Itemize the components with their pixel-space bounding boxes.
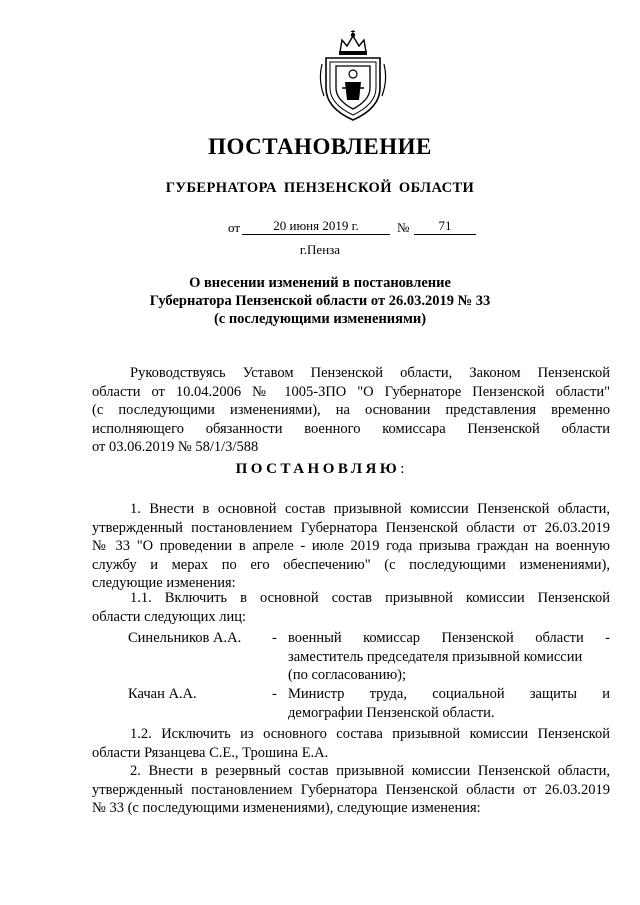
city: г.Пенза xyxy=(299,242,341,257)
text-line: 1.2. Исключить из основного состава призывной комиссии Пензенской xyxy=(130,726,610,742)
date-prefix: от xyxy=(228,220,241,235)
person-name: Качан А.А. xyxy=(128,686,197,702)
document-type: ПОСТАНОВЛЕНИЕ xyxy=(208,134,432,159)
decree-word xyxy=(0,461,640,478)
text-line: следующие изменения: xyxy=(92,575,236,591)
person-name: Синельников А.А. xyxy=(128,630,242,646)
text-line: утвержденный постановлением Губернатора Пензенской области от 26.03.2019 xyxy=(92,519,610,536)
text-line: № 33 "О проведении в апреле - июле 2019 года призыва граждан на военную xyxy=(92,538,610,554)
text-line: 1. Внести в основной состав призывной комиссии Пензенской области, xyxy=(130,501,610,517)
item-1-paragraph xyxy=(92,500,610,593)
person-role xyxy=(288,685,610,722)
text-line: демографии Пензенской области. xyxy=(288,704,495,721)
text-line: области Рязанцева С.Е., Трошина Е.А. xyxy=(92,744,329,761)
person-role xyxy=(288,629,610,685)
decree-word-text: ПОСТАНОВЛЯЮ xyxy=(235,461,401,477)
decree-colon: : xyxy=(400,461,405,477)
item-2-paragraph xyxy=(92,762,610,818)
document-number: 71 xyxy=(414,218,476,235)
person-dash: - xyxy=(272,686,277,702)
number-prefix: № xyxy=(397,220,410,235)
text-line: (по согласованию); xyxy=(288,667,407,683)
item-1-2-paragraph xyxy=(92,725,610,762)
heading-line: О внесении изменений в постановление xyxy=(189,275,451,291)
issuing-authority: ГУБЕРНАТОРА ПЕНЗЕНСКОЙ ОБЛАСТИ xyxy=(165,180,475,196)
text-line: 1.1. Включить в основной состав призывной комиссии Пензенской xyxy=(130,590,610,606)
text-line: (с последующими изменениями), на основании представления временно xyxy=(92,402,610,418)
text-line: службу и мерах по его обеспечению" (с последующими изменениями), xyxy=(92,556,610,573)
text-line: области следующих лиц: xyxy=(92,608,247,625)
text-line: Министр труда, социальной защиты и xyxy=(288,686,610,702)
text-line: исполняющего обязанности военного комиссара Пензенской области xyxy=(92,420,610,437)
text-line: утвержденный постановлением Губернатора Пензенской области от 26.03.2019 xyxy=(92,781,610,798)
item-1-1-paragraph xyxy=(92,589,610,626)
person-dash: - xyxy=(272,630,277,646)
heading-line: (с последующими изменениями) xyxy=(213,311,427,327)
text-line: 2. Внести в резервный состав призывной комиссии Пензенской области, xyxy=(130,763,610,779)
text-line: области от 10.04.2006 № 1005-ЗПО "О Губернаторе Пензенской области" xyxy=(92,383,610,400)
text-line: от 03.06.2019 № 58/1/3/588 xyxy=(92,439,259,455)
document-date: 20 июня 2019 г. xyxy=(242,218,390,235)
preamble-paragraph xyxy=(92,364,610,457)
text-line: Руководствуясь Уставом Пензенской области, Законом Пензенской xyxy=(130,365,610,381)
heading-line: Губернатора Пензенской области от 26.03.2019 № 33 xyxy=(149,293,491,309)
coat-of-arms-emblem xyxy=(318,30,388,122)
text-line: военный комиссар Пензенской области - xyxy=(288,630,610,646)
text-line: заместитель председателя призывной комиссии xyxy=(288,648,583,665)
text-line: № 33 (с последующими изменениями), следующие изменения: xyxy=(92,800,481,816)
